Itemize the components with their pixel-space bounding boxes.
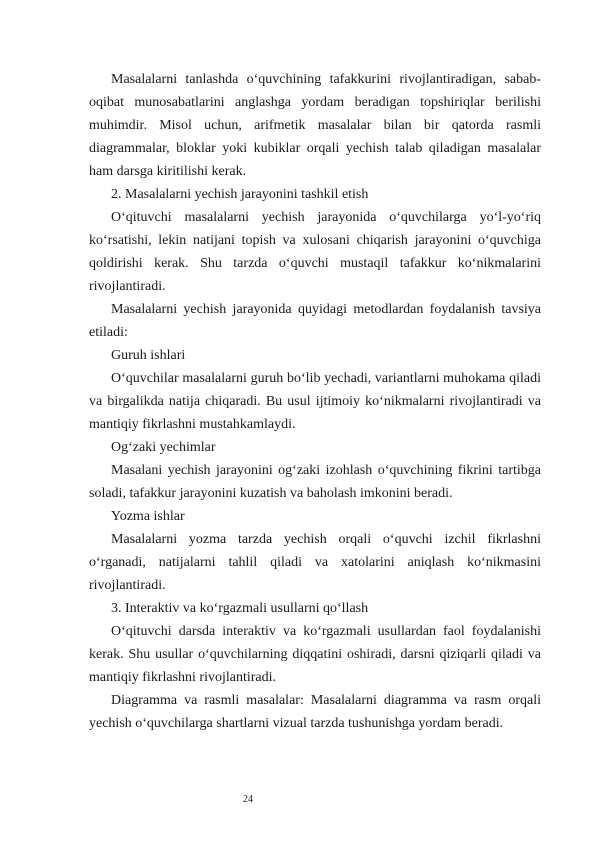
- paragraph-methods-intro: Masalalarni yechish jarayonida quyidagi metodlardan foydalanish tavsiya etiladi:: [89, 302, 541, 340]
- paragraph-teacher-guidance: O‘qituvchi masalalarni yechish jarayonida o‘quvchilarga yo‘l-yo‘riq ko‘rsatishi, lekin natijani topish va xulosani chiqarish jarayonini o‘quvchiga qoldirishi kerak. Shu tarzda o‘quvchi mustaqil tafakkur ko‘nikmalarini rivojlantiradi.: [89, 210, 541, 294]
- subheading-oral-solutions: Og‘zaki yechimlar: [111, 440, 216, 455]
- subheading-written-work: Yozma ishlar: [111, 509, 185, 524]
- paragraph-oral-solutions: Masalani yechish jarayonini og‘zaki izohlash o‘quvchining fikrini tartibga soladi, tafakkur jarayonini kuzatish va baholash imkonini beradi.: [89, 463, 541, 501]
- subheading-group-work: Guruh ishlari: [111, 348, 186, 363]
- page-number: 24: [243, 794, 253, 805]
- paragraph-diagram-tasks: Diagramma va rasmli masalalar: Masalalarni diagramma va rasm orqali yechish o‘quvchilarga shartlarni vizual tarzda tushunishga yordam beradi.: [89, 693, 541, 731]
- document-body: [89, 68, 541, 735]
- paragraph-written-work: Masalalarni yozma tarzda yechish orqali o‘quvchi izchil fikrlashni o‘rganadi, natijalarni tahlil qiladi va xatolarini aniqlash ko‘nikmasini rivojlantiradi.: [89, 532, 541, 593]
- paragraph-task-selection: Masalalarni tanlashda o‘quvchining tafakkurini rivojlantiradigan, sabab-oqibat munosabatlarini anglashga yordam beradigan topshiriqlar berilishi muhimdir. Misol uchun, arifmetik masalalar bilan bir qatorda rasmli diagrammalar, bloklar yoki kubiklar orqali yechish talab qiladigan masalalar ham darsga kiritilishi kerak.: [89, 72, 541, 179]
- paragraph-interactive-methods: O‘qituvchi darsda interaktiv va ko‘rgazmali usullardan faol foydalanishi kerak. Shu usullar o‘quvchilarning diqqatini oshiradi, darsni qiziqarli qiladi va mantiqiy fikrlashni rivojlantiradi.: [89, 624, 541, 685]
- section-heading-3: 3. Interaktiv va ko‘rgazmali usullarni qo‘llash: [111, 601, 369, 616]
- paragraph-group-work: O‘quvchilar masalalarni guruh bo‘lib yechadi, variantlarni muhokama qiladi va birgalikda natija chiqaradi. Bu usul ijtimoiy ko‘nikmalarni rivojlantiradi va mantiqiy fikrlashni mustahkamlaydi.: [89, 371, 541, 432]
- section-heading-2: 2. Masalalarni yechish jarayonini tashkil etish: [111, 187, 369, 202]
